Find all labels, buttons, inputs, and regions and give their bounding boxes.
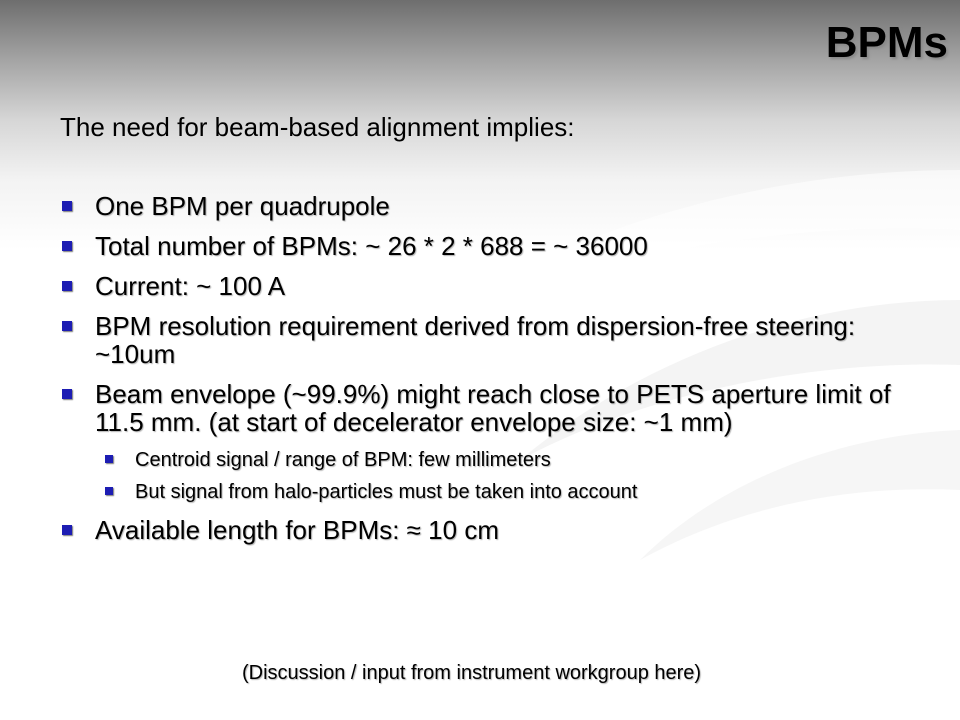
bullet-text: One BPM per quadrupole — [95, 191, 390, 221]
sub-bullet-item — [105, 480, 920, 504]
sub-bullet-list — [95, 448, 920, 504]
bullet-list — [60, 192, 920, 556]
bullet-item — [60, 232, 920, 260]
bullet-square-icon — [62, 201, 72, 211]
bullet-item — [60, 272, 920, 300]
bullet-item — [60, 516, 920, 544]
sub-bullet-item — [105, 448, 920, 472]
bullet-item — [60, 192, 920, 220]
sub-bullet-square-icon — [105, 487, 113, 495]
sub-bullet-text: Centroid signal / range of BPM: few millimeters — [135, 449, 551, 471]
bullet-square-icon — [62, 525, 72, 535]
slide-title: BPMs — [825, 18, 948, 67]
bullet-text: BPM resolution requirement derived from dispersion-free steering: ~10um — [95, 311, 856, 369]
bullet-text: Current: ~ 100 A — [95, 271, 286, 301]
sub-bullet-square-icon — [105, 455, 113, 463]
bullet-square-icon — [62, 281, 72, 291]
bullet-square-icon — [62, 241, 72, 251]
bullet-text: Beam envelope (~99.9%) might reach close to PETS aperture limit of 11.5 mm. (at start of decelerator envelope size: ~1 mm) — [95, 379, 891, 437]
bullet-square-icon — [62, 321, 72, 331]
sub-bullet-text: But signal from halo-particles must be taken into account — [135, 481, 638, 503]
bullet-item — [60, 312, 920, 368]
bullet-text: Available length for BPMs: ≈ 10 cm — [95, 515, 499, 545]
bullet-item — [60, 380, 920, 504]
footer-note: (Discussion / input from instrument workgroup here) — [242, 662, 702, 684]
intro-text: The need for beam-based alignment implies: — [60, 112, 575, 142]
bullet-text: Total number of BPMs: ~ 26 * 2 * 688 = ~ 36000 — [95, 231, 648, 261]
bullet-square-icon — [62, 389, 72, 399]
